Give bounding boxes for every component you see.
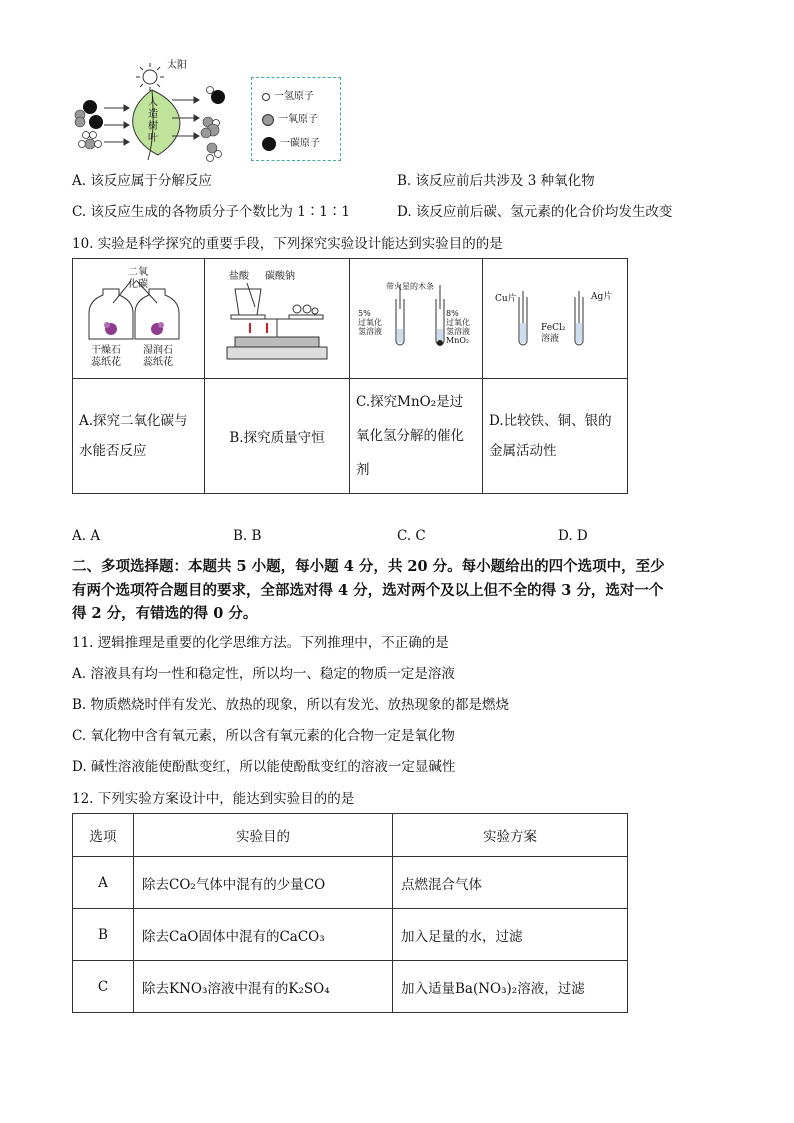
q12-header-purpose: 实验目的 bbox=[134, 814, 393, 857]
carbon-atom-icon bbox=[262, 137, 276, 151]
q10-fig-d-cell: Cu片 Ag片 FeCl₂ 溶液 bbox=[483, 259, 628, 379]
sun-label: 太阳 bbox=[167, 60, 187, 71]
fig-a-right-l2: 蕊纸花 bbox=[143, 357, 173, 368]
q9-option-a[interactable]: A. 该反应属于分解反应 bbox=[72, 173, 212, 189]
q10-table bbox=[72, 258, 628, 494]
fig-b-salt-label: 碳酸钠 bbox=[265, 271, 295, 282]
q12-table bbox=[72, 813, 628, 1013]
q10-answer-a[interactable]: A. A bbox=[72, 528, 101, 544]
q10-cell-d: D.比较铁、铜、银的 金属活动性 bbox=[483, 379, 628, 494]
q9-option-d[interactable]: D. 该反应前后碳、氢元素的化合价均发生改变 bbox=[397, 204, 673, 220]
hydrogen-atom-icon bbox=[262, 93, 270, 101]
q10-fig-c-cell: 带火星的木条 5% 过氧化 氢溶液 8% 过氧化 氢溶液 MnO₂ bbox=[350, 259, 483, 379]
fig-a-left-l2: 蕊纸花 bbox=[91, 357, 121, 368]
q10-answer-c[interactable]: C. C bbox=[397, 528, 426, 544]
q12-stem: 12. 下列实验方案设计中，能达到实验目的的是 bbox=[72, 791, 355, 807]
q10-cell-a: A.探究二氧化碳与 水能否反应 bbox=[73, 379, 205, 494]
table-row[interactable]: B 除去CaO固体中混有的CaCO₃ 加入足量的水，过滤 bbox=[73, 909, 628, 961]
table-row[interactable]: A 除去CO₂气体中混有的少量CO 点燃混合气体 bbox=[73, 857, 628, 909]
section2-line3: 得 2 分，有错选的得 0 分。 bbox=[72, 605, 258, 622]
q11-stem: 11. 逻辑推理是重要的化学思维方法。下列推理中，不正确的是 bbox=[72, 635, 449, 651]
fig-d-cu-label: Cu片 bbox=[495, 294, 517, 304]
fig-b-acid-label: 盐酸 bbox=[229, 271, 249, 282]
fig-a-gas-label-l2: 化碳 bbox=[128, 279, 148, 290]
leaf-label: 人 造 树 叶 bbox=[148, 97, 158, 144]
q10-answer-d[interactable]: D. D bbox=[558, 528, 588, 544]
q12-header-plan: 实验方案 bbox=[393, 814, 628, 857]
oxygen-atom-icon bbox=[262, 114, 274, 126]
sun-icon bbox=[136, 63, 164, 91]
q10-fig-b-cell bbox=[205, 259, 350, 379]
q11-option-c[interactable]: C. 氧化物中含有氧元素，所以含有氧元素的化合物一定是氧化物 bbox=[72, 728, 455, 744]
fig-d-ag-label: Ag片 bbox=[591, 292, 613, 302]
section2-line2: 有两个选项符合题目的要求，全部选对得 4 分，选对两个及以上但不全的得 3 分，选对一个 bbox=[72, 582, 664, 599]
section2-line1: 二、多项选择题：本题共 5 小题，每小题 4 分，共 20 分。每小题给出的四个选项中，至少 bbox=[72, 558, 665, 575]
q9-option-b[interactable]: B. 该反应前后共涉及 3 种氧化物 bbox=[397, 173, 595, 189]
q10-stem: 10. 实验是科学探究的重要手段，下列探究实验设计能达到实验目的的是 bbox=[72, 236, 503, 252]
table-row[interactable]: C 除去KNO₃溶液中混有的K₂SO₄ 加入适量Ba(NO₃)₂溶液，过滤 bbox=[73, 961, 628, 1013]
q11-option-d[interactable]: D. 碱性溶液能使酚酞变红，所以能使酚酞变红的溶液一定显碱性 bbox=[72, 759, 456, 775]
fig-c-top-label: 带火星的木条 bbox=[386, 282, 434, 291]
q10-cell-c: C.探究MnO₂是过 氧化氢分解的催化 剂 bbox=[350, 379, 483, 494]
q12-header-option: 选项 bbox=[73, 814, 134, 857]
q10-fig-a-cell bbox=[73, 259, 205, 379]
q11-option-a[interactable]: A. 溶液具有均一性和稳定性，所以均一、稳定的物质一定是溶液 bbox=[72, 666, 455, 682]
fig-a-left-l1: 干燥石 bbox=[91, 345, 121, 356]
atom-legend: 一氢原子 一氧原子 一碳原子 bbox=[251, 77, 341, 161]
fig-a-right-l1: 湿润石 bbox=[143, 345, 173, 356]
q10-cell-b: B.探究质量守恒 bbox=[205, 379, 350, 494]
q9-option-c[interactable]: C. 该反应生成的各物质分子个数比为 1∶1∶1 bbox=[72, 204, 350, 220]
q11-option-b[interactable]: B. 物质燃烧时伴有发光、放热的现象，所以有发光、放热现象的都是燃烧 bbox=[72, 697, 510, 713]
q10-answer-b[interactable]: B. B bbox=[233, 528, 262, 544]
fig-a-gas-label-l1: 二氧 bbox=[128, 267, 148, 278]
metal-activity-figure bbox=[483, 259, 627, 374]
